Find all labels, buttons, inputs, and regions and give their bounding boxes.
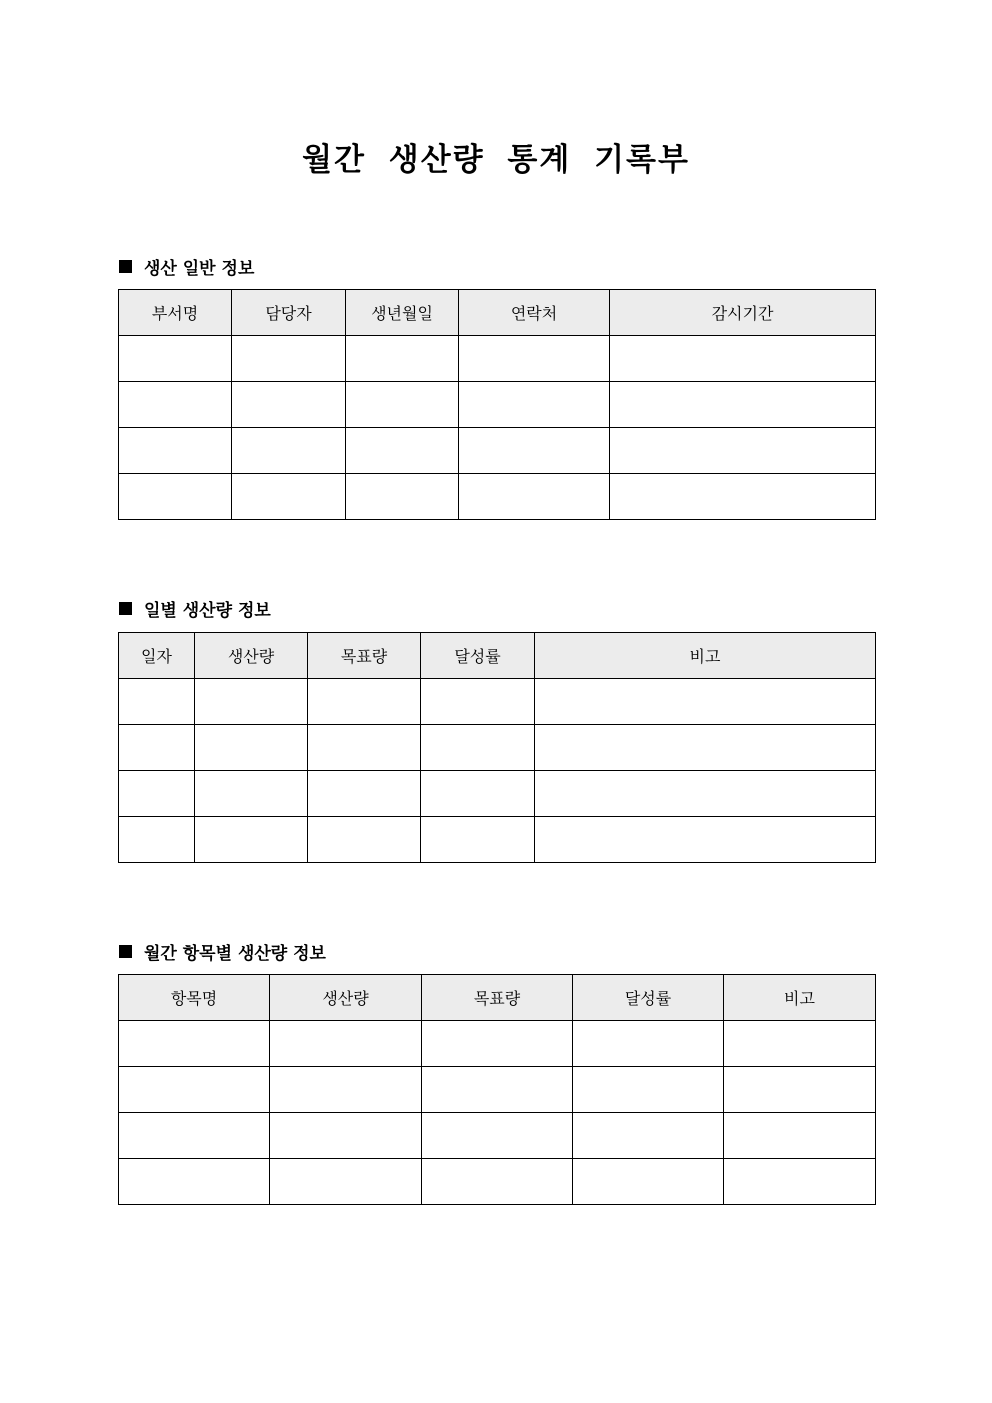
- column-header: 일자: [119, 633, 195, 679]
- table-row: [119, 1067, 876, 1113]
- table-cell[interactable]: [232, 336, 346, 382]
- table-cell[interactable]: [308, 679, 421, 725]
- table-row: [119, 1159, 876, 1205]
- column-header: 부서명: [119, 290, 232, 336]
- table-row: [119, 382, 876, 428]
- table-cell[interactable]: [270, 1021, 422, 1067]
- table-row: [119, 725, 876, 771]
- table-cell[interactable]: [119, 428, 232, 474]
- table-header-row: [119, 975, 876, 1021]
- table-cell[interactable]: [724, 1021, 876, 1067]
- table-cell[interactable]: [195, 679, 308, 725]
- table-cell[interactable]: [119, 817, 195, 863]
- square-bullet-icon: [119, 602, 132, 615]
- column-header: 목표량: [308, 633, 421, 679]
- square-bullet-icon: [119, 260, 132, 273]
- table-cell[interactable]: [346, 428, 459, 474]
- table-row: [119, 474, 876, 520]
- table-cell[interactable]: [421, 679, 535, 725]
- table-row: [119, 1113, 876, 1159]
- table-cell[interactable]: [195, 725, 308, 771]
- table-cell[interactable]: [421, 725, 535, 771]
- table-row: [119, 679, 876, 725]
- table-cell[interactable]: [535, 771, 876, 817]
- table-cell[interactable]: [610, 474, 876, 520]
- column-header: 감시기간: [610, 290, 876, 336]
- table-cell[interactable]: [119, 1067, 270, 1113]
- general-info-table: [118, 289, 876, 520]
- table-cell[interactable]: [422, 1113, 573, 1159]
- table-cell[interactable]: [421, 817, 535, 863]
- table-cell[interactable]: [422, 1021, 573, 1067]
- table-cell[interactable]: [346, 382, 459, 428]
- table-cell[interactable]: [459, 336, 610, 382]
- table-cell[interactable]: [119, 771, 195, 817]
- table-cell[interactable]: [724, 1159, 876, 1205]
- table-cell[interactable]: [346, 474, 459, 520]
- table-cell[interactable]: [119, 1159, 270, 1205]
- column-header: 비고: [535, 633, 876, 679]
- column-header: 비고: [724, 975, 876, 1021]
- table-cell[interactable]: [573, 1113, 724, 1159]
- table-cell[interactable]: [119, 382, 232, 428]
- daily-production-table: [118, 632, 876, 863]
- column-header: 항목명: [119, 975, 270, 1021]
- table-cell[interactable]: [119, 336, 232, 382]
- table-cell[interactable]: [308, 725, 421, 771]
- table-cell[interactable]: [610, 428, 876, 474]
- table-cell[interactable]: [195, 817, 308, 863]
- table-cell[interactable]: [346, 336, 459, 382]
- table-cell[interactable]: [270, 1159, 422, 1205]
- table-cell[interactable]: [535, 817, 876, 863]
- table-cell[interactable]: [459, 428, 610, 474]
- page-title: 월간 생산량 통계 기록부: [302, 142, 690, 178]
- table-cell[interactable]: [232, 474, 346, 520]
- table-row: [119, 1021, 876, 1067]
- section-heading-label: 월간 항목별 생산량 정보: [144, 944, 326, 964]
- table-row: [119, 428, 876, 474]
- table-cell[interactable]: [270, 1113, 422, 1159]
- table-header-row: [119, 633, 876, 679]
- table-cell[interactable]: [119, 1021, 270, 1067]
- section-heading-monthly-items: [119, 939, 326, 964]
- column-header: 담당자: [232, 290, 346, 336]
- column-header: 연락처: [459, 290, 610, 336]
- section-heading-daily-production: [119, 596, 271, 621]
- table-cell[interactable]: [459, 382, 610, 428]
- table-cell[interactable]: [610, 382, 876, 428]
- table-cell[interactable]: [535, 679, 876, 725]
- column-header: 달성률: [421, 633, 535, 679]
- table-row: [119, 817, 876, 863]
- table-cell[interactable]: [724, 1113, 876, 1159]
- table-row: [119, 771, 876, 817]
- section-heading-general-info: [119, 254, 254, 279]
- column-header: 생년월일: [346, 290, 459, 336]
- square-bullet-icon: [119, 945, 132, 958]
- table-cell[interactable]: [119, 474, 232, 520]
- table-cell[interactable]: [232, 382, 346, 428]
- table-cell[interactable]: [119, 679, 195, 725]
- section-heading-label: 생산 일반 정보: [144, 259, 255, 279]
- table-cell[interactable]: [573, 1067, 724, 1113]
- table-cell[interactable]: [195, 771, 308, 817]
- column-header: 달성률: [573, 975, 724, 1021]
- table-cell[interactable]: [422, 1159, 573, 1205]
- table-cell[interactable]: [232, 428, 346, 474]
- table-cell[interactable]: [270, 1067, 422, 1113]
- table-cell[interactable]: [422, 1067, 573, 1113]
- table-cell[interactable]: [421, 771, 535, 817]
- table-cell[interactable]: [535, 725, 876, 771]
- section-heading-label: 일별 생산량 정보: [144, 601, 271, 621]
- table-cell[interactable]: [308, 771, 421, 817]
- table-cell[interactable]: [459, 474, 610, 520]
- table-cell[interactable]: [573, 1021, 724, 1067]
- column-header: 생산량: [195, 633, 308, 679]
- table-cell[interactable]: [119, 1113, 270, 1159]
- monthly-items-table: [118, 974, 876, 1205]
- table-cell[interactable]: [308, 817, 421, 863]
- table-cell[interactable]: [610, 336, 876, 382]
- table-cell[interactable]: [119, 725, 195, 771]
- table-header-row: [119, 290, 876, 336]
- column-header: 생산량: [270, 975, 422, 1021]
- table-cell[interactable]: [724, 1067, 876, 1113]
- column-header: 목표량: [422, 975, 573, 1021]
- table-row: [119, 336, 876, 382]
- table-cell[interactable]: [573, 1159, 724, 1205]
